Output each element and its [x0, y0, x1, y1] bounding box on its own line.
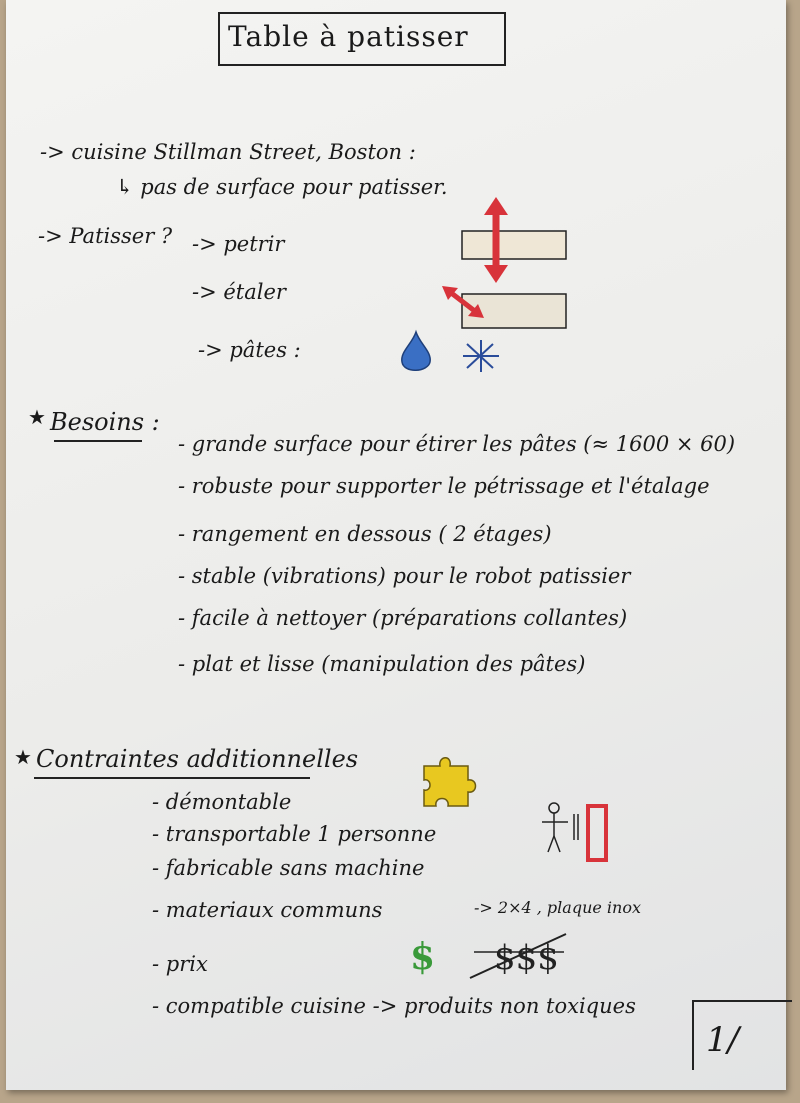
star-icon-2: ★ [14, 745, 32, 769]
besoin-item-2: - robuste pour supporter le pétrissage et l'étalage [178, 474, 710, 498]
flour-sparkle-icon [461, 338, 501, 374]
puzzle-icon [418, 752, 482, 810]
contrainte-transportable: - transportable 1 personne [152, 822, 437, 846]
materiaux-note: -> 2×4 , plaque inox [474, 898, 641, 917]
paper-sheet [6, 0, 786, 1090]
besoin-item-1: - grande surface pour étirer les pâtes (≈ 1600 × 60) [178, 432, 736, 456]
star-icon: ★ [28, 405, 46, 429]
page-title: Table à patisser [228, 20, 469, 53]
patisser-label: -> Patisser ? [38, 224, 173, 248]
besoin-item-3: - rangement en dessous ( 2 étages) [178, 522, 552, 546]
context-line-2: ↳ pas de surface pour patisser. [116, 175, 448, 199]
updown-arrow-icon [458, 195, 578, 285]
contrainte-compatible: - compatible cuisine -> produits non toxiques [152, 994, 636, 1018]
besoin-item-5: - facile à nettoyer (préparations collantes) [178, 606, 628, 630]
patisser-item-pates: -> pâtes : [198, 338, 301, 362]
patisser-item-petrir: -> petrir [192, 232, 285, 256]
besoin-item-4: - stable (vibrations) pour le robot patissier [178, 564, 631, 588]
contrainte-demontable: - démontable [152, 790, 292, 814]
contraintes-underline [34, 777, 310, 779]
patisser-item-etaler: -> étaler [192, 280, 286, 304]
contrainte-fabricable: - fabricable sans machine [152, 856, 425, 880]
contrainte-materiaux: - materiaux communs [152, 898, 383, 922]
expensive-sign: $$$ [494, 938, 559, 978]
page-number: 1/ [706, 1020, 740, 1060]
strike-icon [468, 930, 568, 982]
contrainte-prix: - prix [152, 952, 208, 976]
besoins-underline [54, 440, 142, 442]
person-carrying-icon [538, 800, 618, 866]
besoins-heading: Besoins : [50, 408, 160, 436]
contraintes-heading: Contraintes additionnelles [36, 745, 359, 773]
context-line-1: -> cuisine Stillman Street, Boston : [40, 140, 416, 164]
dollar-icon: $ [410, 936, 436, 978]
diagonal-arrow-icon [438, 282, 578, 342]
besoin-item-6: - plat et lisse (manipulation des pâtes) [178, 652, 586, 676]
corner-rule-top [692, 1000, 792, 1002]
water-drop-icon [396, 330, 436, 376]
corner-rule-left [692, 1000, 694, 1070]
